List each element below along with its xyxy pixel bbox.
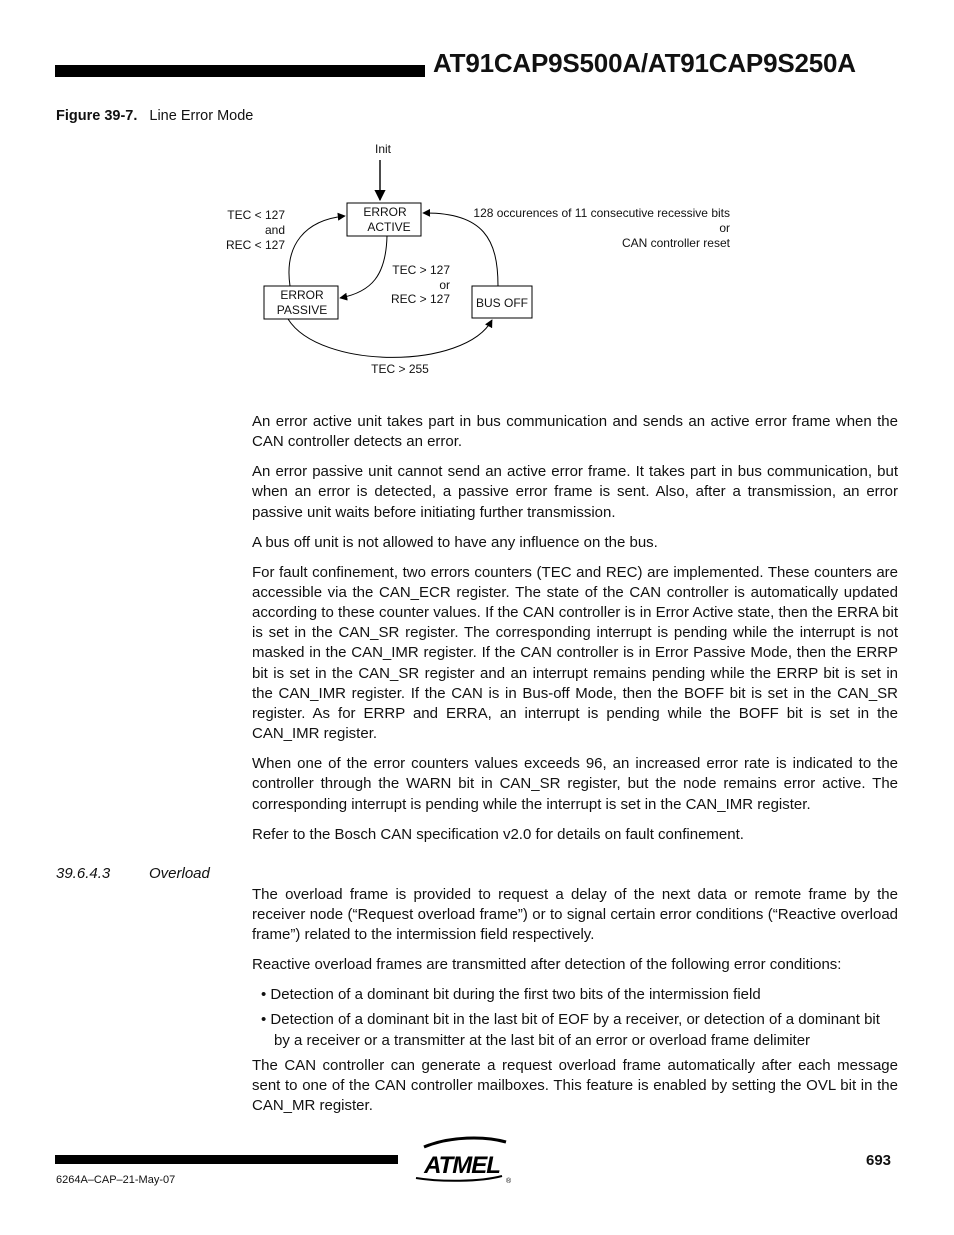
header-rule bbox=[55, 65, 425, 77]
figure-number: Figure 39-7. bbox=[56, 108, 138, 124]
label-busoff-recovery-line3: CAN controller reset bbox=[621, 236, 730, 250]
paragraph: When one of the error counters values exceeds 96, an increased error rate is indicated to the controller through the WARN bit in CAN_SR register, but the node remains error active. The corresponding interrupt is pending while the interrupt is set in the CAN_IMR register. bbox=[252, 755, 898, 813]
paragraph: For fault confinement, two errors counters (TEC and REC) are implemented. These counters are accessible via the CAN_ECR register. The state of the CAN controller is automatically updated according to these counter values. If the CAN controller is in Error Active state, then the ERRA bit is set in the CAN_SR register. The corresponding interrupt is pending while the interrupt is not masked in the CAN_IMR register. If the CAN controller is in Error Passive Mode, then the ERRP bit is set in the CAN_SR register and an interrupt remains pending while the ERRP bit is set in the CAN_IMR register. If the CAN is in Bus-off Mode, then the BOFF bit is set in the CAN_SR register. As for ERRP and ERRA, an interrupt is pending while the BOFF bit is set in the CAN_IMR register. bbox=[252, 563, 898, 743]
paragraph: The CAN controller can generate a request overload frame automatically after each message sent to one of the CAN controller mailboxes. This feature is enabled by setting the OVL bit in the CAN_MR register. bbox=[252, 1056, 898, 1115]
label-busoff-recovery bbox=[473, 206, 730, 250]
init-label: Init bbox=[374, 142, 392, 156]
label-busoff-recovery-line2: or bbox=[719, 221, 730, 235]
logo-wordmark: ATMEL bbox=[424, 1152, 500, 1179]
figure-caption bbox=[56, 108, 253, 124]
arrow-passive-to-active bbox=[289, 216, 345, 286]
paragraph: Refer to the Bosch CAN specification v2.0 for details on fault confinement. bbox=[252, 825, 744, 843]
section-heading bbox=[56, 865, 210, 882]
node-error-passive bbox=[264, 286, 338, 319]
atmel-logo bbox=[410, 1134, 514, 1186]
paragraph: An error passive unit cannot send an active error frame. It takes part in bus communication, but when an error is detected, a passive error frame is sent. Also, after a transmission, an error passive unit waits before initiating further transmission. bbox=[252, 463, 898, 521]
paragraph: The overload frame is provided to request a delay of the next data or remote frame by the receiver node (“Request overload frame”) or to signal certain error conditions (“Reactive overload frame”) related to the intermission field respectively. bbox=[252, 886, 898, 944]
list-item: • Detection of a dominant bit during the first two bits of the intermission field bbox=[261, 986, 761, 1004]
node-error-active bbox=[347, 203, 421, 236]
list-item-text: Detection of a dominant bit during the first two bits of the intermission field bbox=[270, 986, 761, 1004]
registered-mark: ® bbox=[506, 1178, 512, 1185]
page-number: 693 bbox=[866, 1152, 892, 1169]
section-title: Overload bbox=[149, 865, 210, 882]
label-busoff-recovery-line1: 128 occurences of 11 consecutive recessive bits bbox=[473, 206, 730, 220]
line-error-mode-diagram bbox=[0, 130, 954, 390]
arrow-passive-to-busoff bbox=[288, 319, 492, 357]
label-to-passive bbox=[391, 263, 450, 306]
list-item-text: Detection of a dominant bit in the last bit of EOF by a receiver, or detection of a dominant bit by a receiver or a transmitter at the last bit of an error or overload frame delimiter bbox=[270, 1011, 880, 1049]
document-id: 6264A–CAP–21-May-07 bbox=[56, 1174, 176, 1186]
node-bus-off-label: BUS OFF bbox=[475, 296, 529, 310]
label-to-active bbox=[226, 208, 285, 252]
label-to-active-line1: TEC < 127 bbox=[227, 208, 285, 222]
document-title: AT91CAP9S500A/AT91CAP9S250A bbox=[433, 48, 856, 78]
section-body bbox=[252, 885, 898, 1126]
label-to-passive-line1: TEC > 127 bbox=[392, 263, 450, 277]
label-to-active-line3: REC < 127 bbox=[225, 238, 285, 252]
label-to-active-line2: and bbox=[264, 223, 285, 237]
node-bus-off bbox=[472, 286, 532, 318]
paragraph: Reactive overload frames are transmitted after detection of the following error conditions: bbox=[252, 956, 842, 974]
arrow-active-to-passive bbox=[340, 236, 387, 298]
paragraph: A bus off unit is not allowed to have any influence on the bus. bbox=[252, 533, 658, 551]
node-error-passive-line1: ERROR bbox=[280, 288, 324, 302]
bullet-list bbox=[252, 985, 898, 1050]
node-error-active-line2: ACTIVE bbox=[367, 220, 411, 234]
body-text bbox=[252, 412, 898, 855]
section-number: 39.6.4.3 bbox=[56, 865, 111, 882]
node-error-passive-line2: PASSIVE bbox=[276, 303, 328, 317]
label-to-passive-line3: REC > 127 bbox=[390, 292, 450, 306]
label-to-busoff: TEC > 255 bbox=[371, 362, 429, 376]
label-to-passive-line2: or bbox=[439, 278, 450, 292]
node-error-active-line1: ERROR bbox=[363, 205, 407, 219]
paragraph: An error active unit takes part in bus communication and sends an active error frame when the CAN controller detects an error. bbox=[252, 413, 898, 451]
list-item: • Detection of a dominant bit in the last bit of EOF by a receiver, or detection of a dominant bit by a receiver or a transmitter at the last bit of an error or overload frame delimiter bbox=[261, 1011, 880, 1049]
figure-title: Line Error Mode bbox=[149, 108, 254, 124]
footer-rule bbox=[55, 1155, 398, 1164]
